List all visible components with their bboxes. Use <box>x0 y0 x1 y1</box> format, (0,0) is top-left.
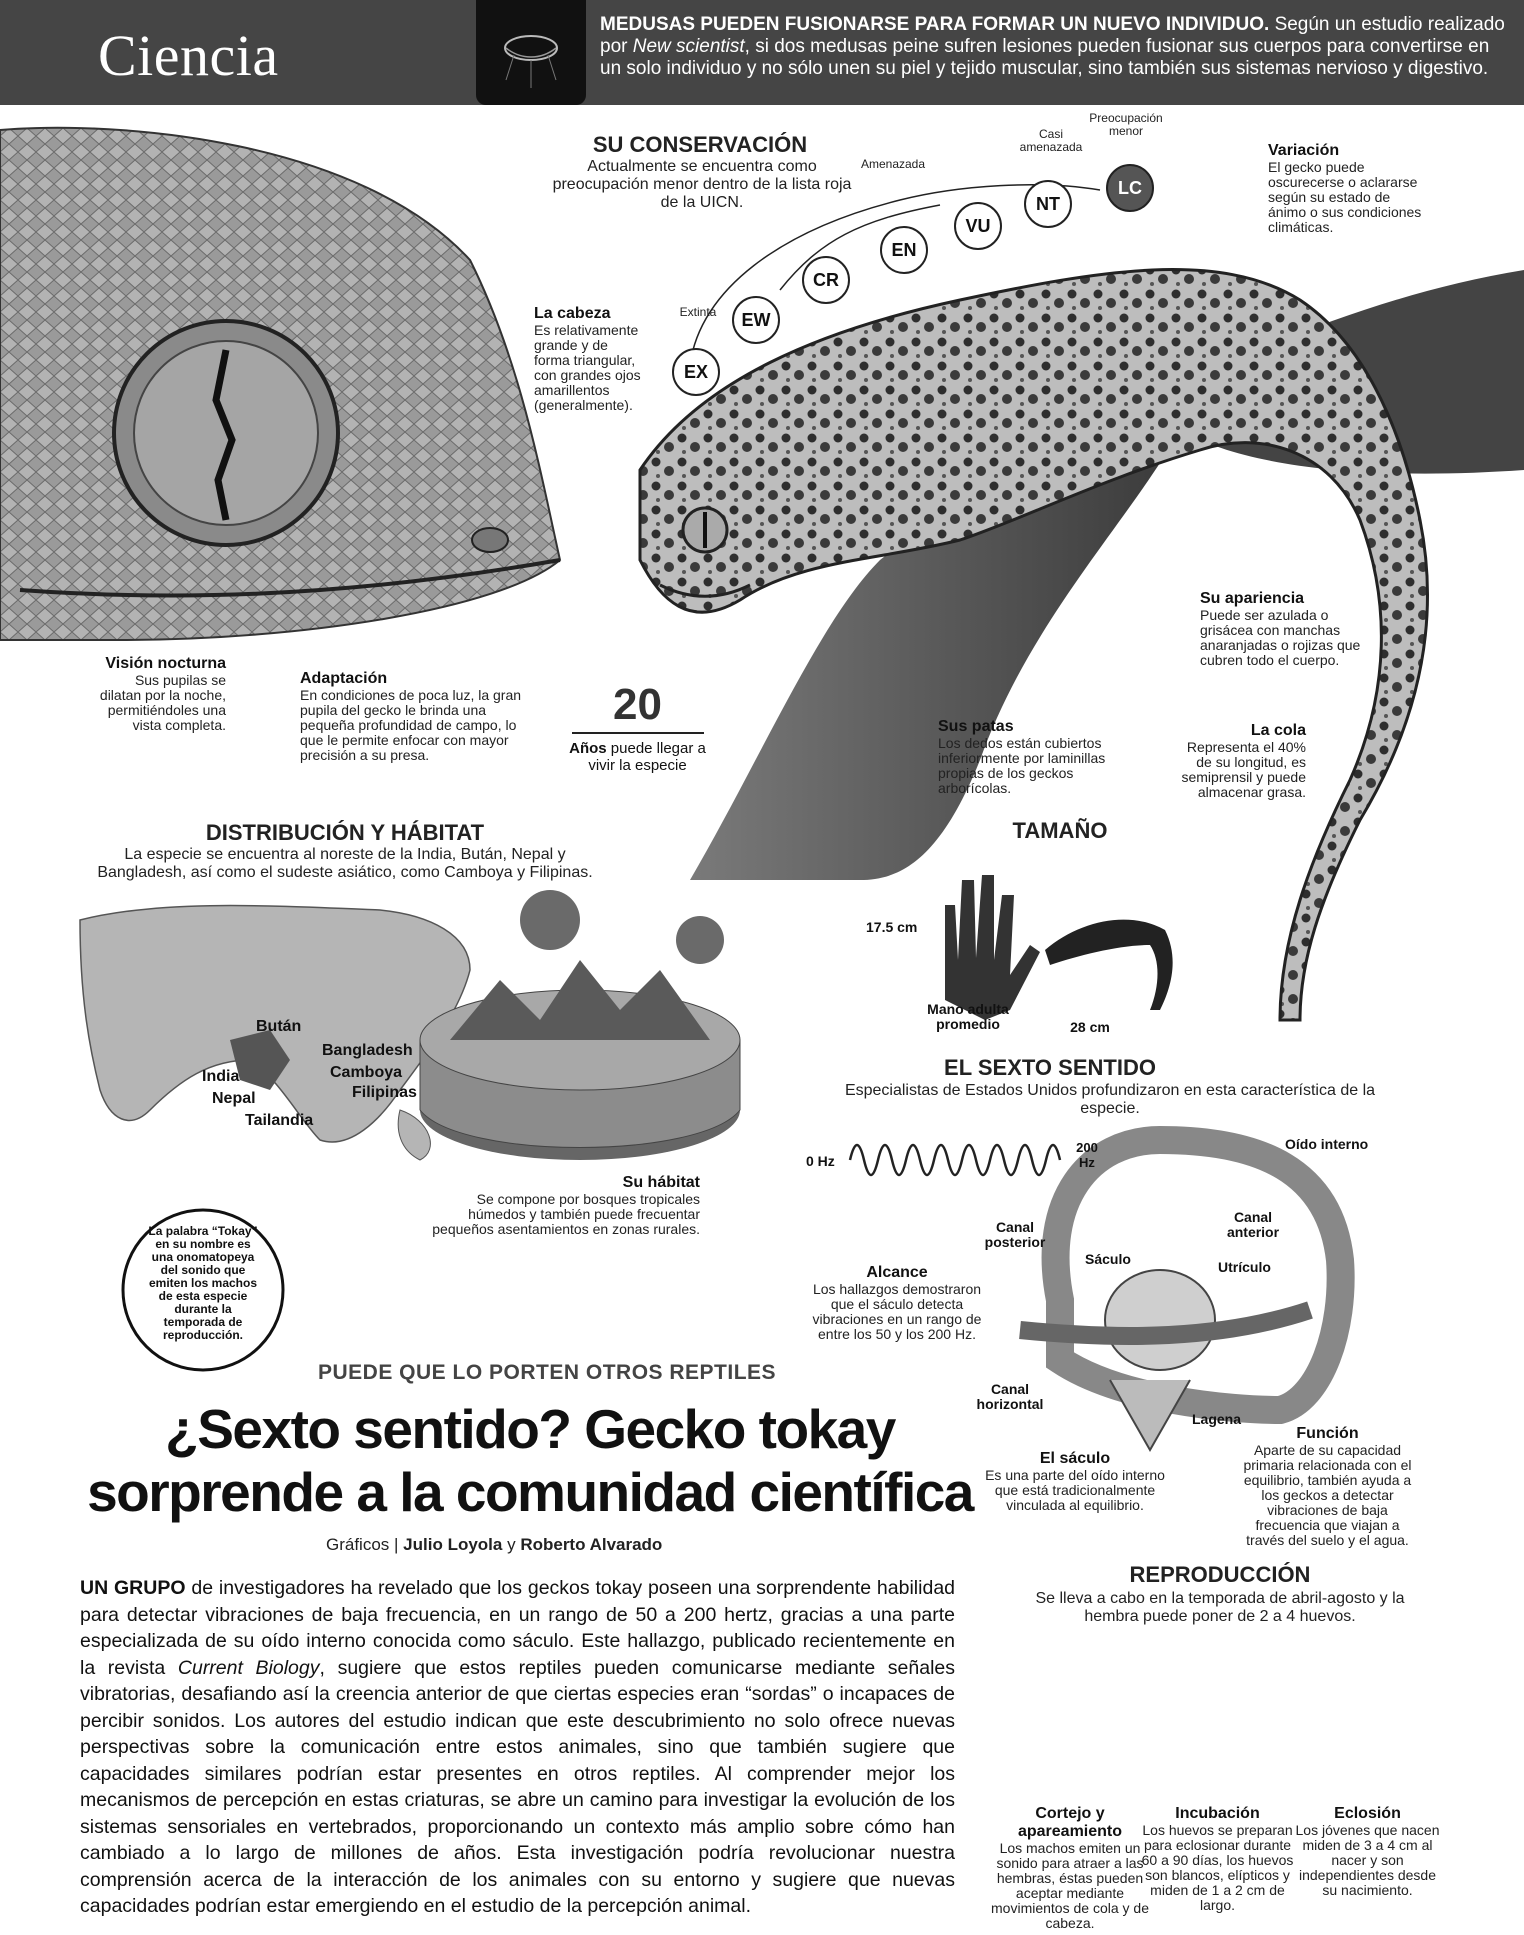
habitat-illustration <box>420 890 740 1160</box>
label-funcion: Función Aparte de su capacidad primaria relacionada con el equilibrio, también ayuda a los geckos a detectar vibraciones de baja frecuencia que viajan a través del suelo y el agua. <box>1243 1425 1412 1548</box>
inner-ear-diagram <box>1020 1140 1341 1450</box>
label-el-saculo: El sáculo Es una parte del oído interno que está tradicionalmente vinculada al equilibrio. <box>985 1450 1165 1513</box>
label-vision: Visión nocturna Sus pupilas se dilatan por la noche, permitiéndoles una vista completa. <box>99 655 226 733</box>
stage-incubation: Incubación Los huevos se preparan para eclosionar durante 60 a 90 días, los huevos son blancos, elípticos y miden de 1 a 2 cm de largo. <box>1141 1805 1294 1913</box>
map-label-india: India <box>202 1068 240 1085</box>
years-number: 20 <box>613 680 662 729</box>
map-label-nepal: Nepal <box>212 1090 256 1107</box>
status-caption-nt: Casi amenazada <box>1019 127 1083 154</box>
tokay-note: La palabra “Tokay” en su nombre es una onomatopeya del sonido que emiten los machos de esta especie durante la temporada de reproducción. <box>148 1224 258 1342</box>
article-headline: ¿Sexto sentido? Gecko tokay sorprende a la comunidad científica <box>87 1398 973 1523</box>
size-hand-caption: Mano adulta promedio <box>927 1001 1009 1032</box>
status-vu: VU <box>954 202 1002 250</box>
article-credits: Gráficos | Julio Loyola y Roberto Alvarado <box>326 1535 663 1554</box>
conservation-title: SU CONSERVACIÓN <box>592 132 808 157</box>
reproduction-text: Se lleva a cabo en la temporada de abril-agosto y la hembra puede poner de 2 a 4 huevos. <box>1035 1590 1405 1625</box>
ear-label-utriculo: Utrículo <box>1218 1259 1271 1275</box>
status-cr: CR <box>802 256 850 304</box>
label-adaptacion: Adaptación En condiciones de poca luz, la gran pupila del gecko le brinda una pequeña profundidad de campo, lo que le permite enfocar con mayor precisión a su presa. <box>300 670 522 763</box>
status-lc: LC <box>1106 164 1154 212</box>
map-label-camboya: Camboya <box>330 1064 403 1081</box>
news-brief: MEDUSAS PUEDEN FUSIONARSE PARA FORMAR UN NUEVO INDIVIDUO. Según un estudio realizado por New scientist, si dos medusas peine sufren lesiones pueden fusionar sus cuerpos para convertirse en un solo individuo y no sólo unen su piel y tejido muscular, sino también sus sistemas nervioso y digestivo. <box>600 14 1505 79</box>
reproduction-title: REPRODUCCIÓN <box>1129 1562 1311 1587</box>
status-ew: EW <box>732 296 780 344</box>
status-caption-ex: Extinta <box>679 305 717 319</box>
status-caption-en: Amenazada <box>860 157 926 171</box>
stage-hatching: Eclosión Los jóvenes que nacen miden de 3 a 4 cm al nacer y son independientes desde su nacimiento. <box>1295 1805 1440 1898</box>
map-label-filipinas: Filipinas <box>352 1084 417 1101</box>
hz-low: 0 Hz <box>806 1153 835 1169</box>
years-text: Años puede llegar a vivir la especie <box>569 740 706 774</box>
ear-label-lagena: Lagena <box>1192 1411 1242 1427</box>
ear-label-saculo: Sáculo <box>1085 1251 1131 1267</box>
years-rule <box>572 732 704 734</box>
size-hand-height: 17.5 cm <box>866 919 918 935</box>
label-cola: La cola Representa el 40% de su longitud, es semiprensil y puede almacenar grasa. <box>1181 722 1306 800</box>
status-nt: NT <box>1024 180 1072 228</box>
stage-courtship: Cortejo y apareamiento Los machos emiten un sonido para atraer a las hembras, éstas pueden aceptar mediante movimientos de cola y de cabeza. <box>991 1805 1149 1931</box>
map-label-butan: Bután <box>256 1018 302 1035</box>
ear-label-canal-posterior: Canal posterior <box>984 1219 1046 1250</box>
jellyfish-thumbnail <box>476 0 586 105</box>
label-cabeza: La cabeza Es relativamente grande y de forma triangular, con grandes ojos amarillentos (generalmente). <box>534 305 641 413</box>
ear-label-oido: Oído interno <box>1285 1136 1369 1152</box>
sixth-title: EL SEXTO SENTIDO <box>944 1055 1156 1080</box>
map-label-tailandia: Tailandia <box>245 1112 314 1129</box>
article-kicker: PUEDE QUE LO PORTEN OTROS REPTILES <box>318 1361 777 1384</box>
label-apariencia: Su apariencia Puede ser azulada o grisácea con manchas anaranjadas o rojizas que cubren todo el cuerpo. <box>1200 590 1361 668</box>
size-gecko-length: 28 cm <box>1070 1019 1110 1035</box>
status-en: EN <box>880 226 928 274</box>
vibration-waveform <box>850 1145 1060 1175</box>
sixth-text: Especialistas de Estados Unidos profundizaron en esta característica de la especie. <box>844 1082 1376 1117</box>
status-caption-lc: Preocupación menor <box>1089 111 1163 138</box>
label-habitat: Su hábitat Se compone por bosques tropicales húmedos y también puede frecuentar pequeños asentamientos en zonas rurales. <box>432 1174 700 1237</box>
article-body: UN GRUPO de investigadores ha revelado que los geckos tokay poseen una sorprendente habilidad para detectar vibraciones de baja frecuencia, en un rango de 50 a 200 hertz, gracias a una parte especializada de su oído interno conocida como sáculo. Este hallazgo, publicado recientemente en la revista Current Biology, sugiere que estos reptiles pueden comunicarse mediante señales vibratorias, desafiando así la creencia anterior de que ciertas especies eran “sordas” o incapaces de percibir sonidos. Los autores del estudio indican que este descubrimiento no solo ofrece nuevas perspectivas sobre la comunicación entre estos animales, sino que también sugiere que capacidades similares podrían estar presentes en otros reptiles. Al comprender mejor los mecanismos de percepción en estas criaturas, se abre un camino para investigar la evolución de los sistemas sensoriales en vertebrados, proporcionando un contexto más amplio sobre cómo han cambiado a lo largo de millones de años. Esta investigación podría revolucionar nuestra comprensión acerca de la interacción de los animales con su entorno y sugiere que nuevas capacidades podrían estar emergiendo en el estudio de la percepción animal. <box>80 1577 956 1917</box>
section-title: Ciencia <box>98 23 279 88</box>
hz-high: 200 Hz <box>1076 1140 1098 1170</box>
label-variacion: Variación El gecko puede oscurecerse o aclararse según su estado de ánimo o sus condiciones climáticas. <box>1268 142 1422 235</box>
ear-label-canal-anterior: Canal anterior <box>1226 1209 1280 1240</box>
conservation-text: Actualmente se encuentra como preocupación menor dentro de la lista roja de la UICN. <box>552 158 852 211</box>
distribution-title: DISTRIBUCIÓN Y HÁBITAT <box>205 820 485 845</box>
distribution-text: La especie se encuentra al noreste de la India, Bután, Nepal y Bangladesh, así como el sudeste asiático, como Camboya y Filipinas. <box>97 846 593 881</box>
status-ex: EX <box>672 348 720 396</box>
ear-label-canal-horizontal: Canal horizontal <box>976 1381 1044 1412</box>
size-title: TAMAÑO <box>1012 818 1108 843</box>
label-patas: Sus patas Los dedos están cubiertos inferiormente por laminillas propias de los geckos arborícolas. <box>938 718 1106 796</box>
gecko-silhouette <box>1045 920 1173 1010</box>
hand-silhouette <box>945 875 1040 1020</box>
map-label-bangladesh: Bangladesh <box>322 1042 413 1059</box>
label-alcance: Alcance Los hallazgos demostraron que el sáculo detecta vibraciones en un rango de entre los 50 y los 200 Hz. <box>812 1264 982 1342</box>
